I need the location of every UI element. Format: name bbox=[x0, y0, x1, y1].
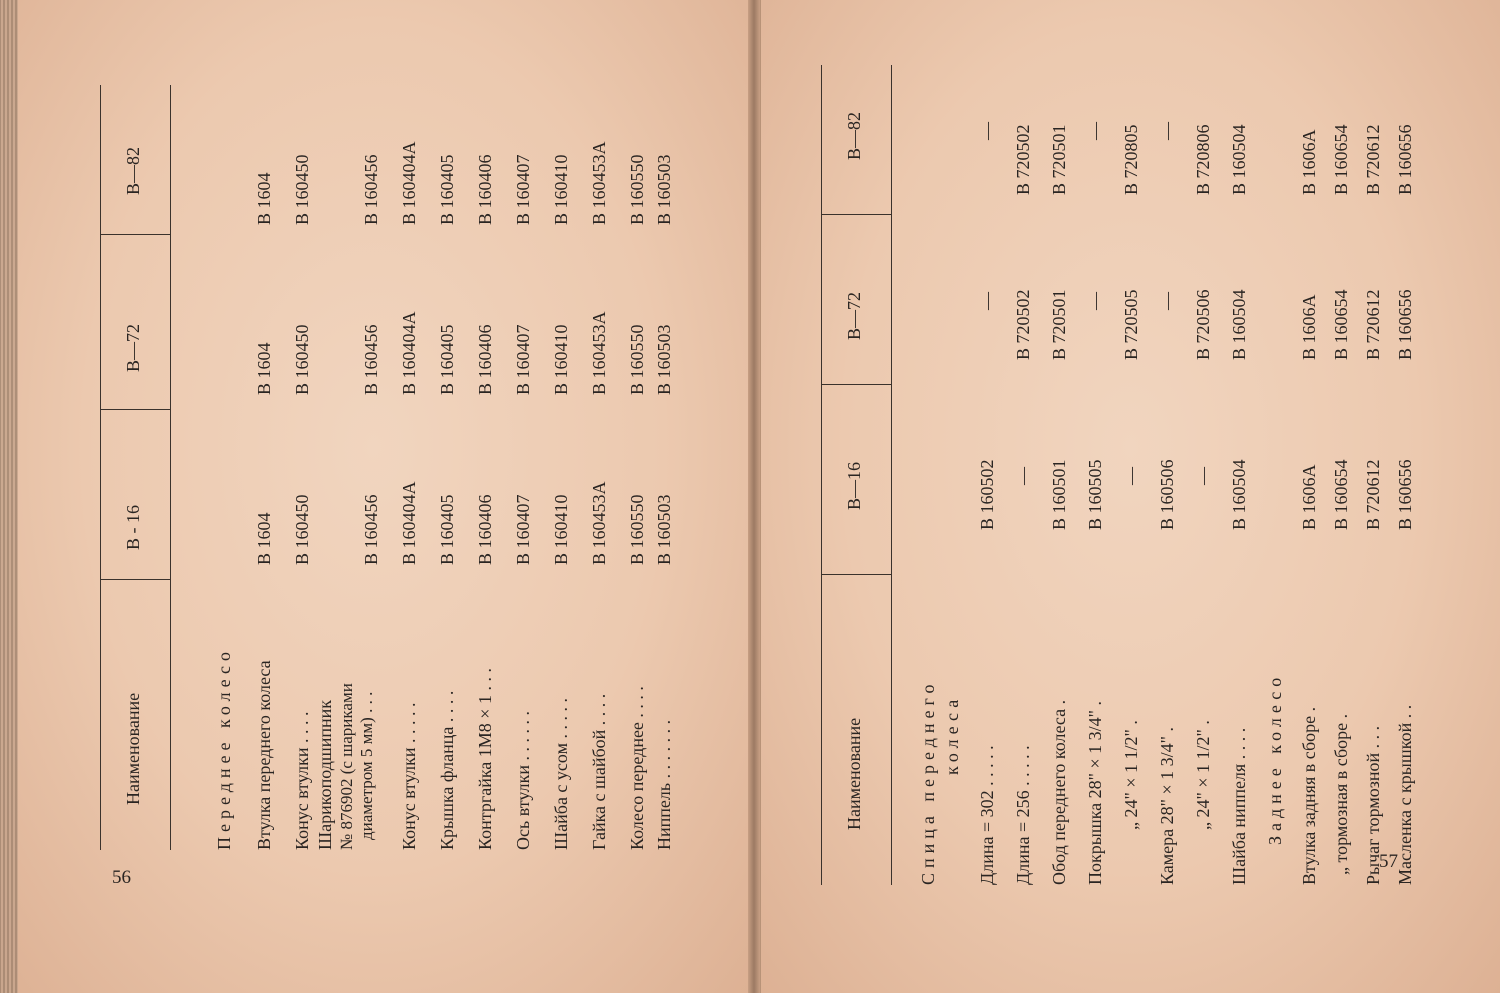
section-title: Спица переднего bbox=[918, 679, 938, 885]
cell-b72: В 160654 bbox=[1331, 289, 1351, 360]
cell-b82: В 160453А bbox=[589, 141, 609, 225]
cell-b82: В 160656 bbox=[1395, 124, 1415, 195]
right-page bbox=[760, 0, 1500, 993]
row-name: „ 24" × 1 1/2" . bbox=[1121, 720, 1141, 830]
cell-b72: В 720612 bbox=[1363, 289, 1383, 360]
row-name: Шайба ниппеля . . . . bbox=[1229, 727, 1249, 885]
row-name: Крышка фланца . . . . bbox=[437, 690, 457, 850]
cell-b72: В 160405 bbox=[437, 324, 457, 395]
column-rule bbox=[100, 579, 170, 580]
header-name: Наименование bbox=[123, 692, 143, 805]
cell-b82: В 160456 bbox=[361, 154, 381, 225]
cell-b82: В 160410 bbox=[551, 154, 571, 225]
cell-b82: В 160407 bbox=[513, 154, 533, 225]
header-b82: В—82 bbox=[844, 111, 864, 160]
table-row bbox=[1158, 65, 1194, 885]
column-rule bbox=[100, 234, 170, 235]
cell-b72: В 160503 bbox=[654, 324, 674, 395]
cell-b72: В 160453А bbox=[589, 311, 609, 395]
cell-b82: В 720806 bbox=[1193, 124, 1213, 195]
row-name: Покрышка 28" × 1 3/4" . bbox=[1085, 700, 1105, 885]
row-name-continued: диаметром 5 мм) . . . bbox=[357, 691, 376, 840]
table-row bbox=[255, 85, 291, 850]
section-title-front-wheel bbox=[215, 85, 251, 850]
table-row bbox=[978, 65, 1014, 885]
cell-b82: В 160405 bbox=[437, 154, 457, 225]
table-row bbox=[438, 85, 474, 850]
cell-b16: В 160504 bbox=[1229, 459, 1249, 530]
cell-b16: В 160501 bbox=[1049, 459, 1069, 530]
row-name: „ тормозная в сборе . bbox=[1331, 713, 1351, 875]
cell-b16: В 720612 bbox=[1363, 459, 1383, 530]
cell-b72: В 160504 bbox=[1229, 289, 1249, 360]
table-row bbox=[590, 85, 626, 850]
cell-b72: В 160406 bbox=[475, 324, 495, 395]
cell-b16: В 160406 bbox=[475, 494, 495, 565]
page-edges bbox=[0, 0, 18, 993]
cell-b16: В 160503 bbox=[654, 494, 674, 565]
section-title: Переднее колесо bbox=[214, 646, 234, 850]
cell-b82: В 160654 bbox=[1331, 124, 1351, 195]
cell-b16: В 160404А bbox=[399, 481, 419, 565]
cell-b82: — bbox=[1157, 122, 1177, 140]
row-name: Шарикоподшипник bbox=[315, 699, 335, 850]
cell-b72: В 720501 bbox=[1049, 289, 1069, 360]
cell-b72: В 160410 bbox=[551, 324, 571, 395]
cell-b72: В 1606А bbox=[1299, 294, 1319, 360]
table-row bbox=[552, 85, 588, 850]
cell-b82: В 160504 bbox=[1229, 124, 1249, 195]
row-name: Длина = 302 . . . . . bbox=[977, 745, 997, 885]
row-name: Рычаг тормозной . . . bbox=[1363, 725, 1383, 885]
cell-b82: В 1606А bbox=[1299, 129, 1319, 195]
book-gutter bbox=[748, 0, 760, 993]
row-name: Конус втулки . . . . . bbox=[399, 702, 419, 850]
cell-b82: В 160406 bbox=[475, 154, 495, 225]
cell-b16: В 160453А bbox=[589, 481, 609, 565]
row-name: Обод переднего колеса . bbox=[1049, 699, 1069, 885]
header-bottom-rule bbox=[170, 85, 171, 850]
cell-b82: В 720501 bbox=[1049, 124, 1069, 195]
cell-b16: — bbox=[1013, 467, 1033, 485]
cell-b82: В 160450 bbox=[292, 154, 312, 225]
table-row bbox=[400, 85, 436, 850]
cell-b16: — bbox=[1193, 467, 1213, 485]
left-parts-table bbox=[100, 85, 675, 850]
row-name: Ниппель . . . . . . . bbox=[654, 719, 674, 850]
cell-b16: В 1604 bbox=[254, 512, 274, 565]
table-row bbox=[1086, 65, 1122, 885]
cell-b82: В 1604 bbox=[254, 172, 274, 225]
table-row bbox=[1050, 65, 1086, 885]
column-rule bbox=[821, 574, 891, 575]
cell-b82: В 160404А bbox=[399, 141, 419, 225]
cell-b82: В 160503 bbox=[654, 154, 674, 225]
table-row bbox=[1194, 65, 1230, 885]
cell-b72: В 720506 bbox=[1193, 289, 1213, 360]
table-row bbox=[1014, 65, 1050, 885]
table-row bbox=[655, 85, 691, 850]
row-name: „ 24" × 1 1/2" . bbox=[1193, 720, 1213, 830]
cell-b16: В 160506 bbox=[1157, 459, 1177, 530]
table-row bbox=[476, 85, 512, 850]
cell-b72: — bbox=[1085, 292, 1105, 310]
cell-b16: В 160656 bbox=[1395, 459, 1415, 530]
left-page bbox=[0, 0, 749, 993]
row-name: Камера 28" × 1 3/4" . bbox=[1157, 727, 1177, 885]
header-b72: В—72 bbox=[844, 291, 864, 340]
header-b72: В—72 bbox=[123, 323, 143, 372]
cell-b16: — bbox=[1121, 467, 1141, 485]
row-name: Контргайка 1М8 × 1 . . . bbox=[475, 668, 495, 850]
table-row bbox=[315, 85, 381, 850]
section-title-rear-wheel bbox=[1266, 65, 1302, 885]
cell-b16: В 160456 bbox=[361, 494, 381, 565]
cell-b16: В 160550 bbox=[627, 494, 647, 565]
cell-b72: В 160656 bbox=[1395, 289, 1415, 360]
cell-b72: В 720502 bbox=[1013, 289, 1033, 360]
row-name: Ось втулки . . . . . . bbox=[513, 711, 533, 850]
column-rule bbox=[821, 214, 891, 215]
header-name: Наименование bbox=[844, 717, 864, 830]
header-bottom-rule bbox=[891, 65, 892, 885]
cell-b72: — bbox=[1157, 292, 1177, 310]
cell-b82: В 720612 bbox=[1363, 124, 1383, 195]
table-row bbox=[1230, 65, 1266, 885]
row-name: Длина = 256 . . . . . bbox=[1013, 745, 1033, 885]
row-name: Конус втулки . . . . bbox=[292, 711, 312, 850]
cell-b82: В 160550 bbox=[627, 154, 647, 225]
table-row bbox=[1122, 65, 1158, 885]
row-name: Колесо переднее . . . . bbox=[627, 686, 647, 850]
page-number-left: 56 bbox=[112, 867, 131, 888]
cell-b82: В 720805 bbox=[1121, 124, 1141, 195]
table-top-rule bbox=[100, 85, 101, 850]
cell-b16: В 160450 bbox=[292, 494, 312, 565]
cell-b16: В 160410 bbox=[551, 494, 571, 565]
table-row bbox=[1396, 65, 1432, 885]
section-title-spoke-cont bbox=[943, 65, 979, 885]
row-name: Втулка переднего колеса bbox=[254, 660, 274, 850]
section-title: колеса bbox=[942, 694, 962, 775]
table-row bbox=[514, 85, 550, 850]
cell-b72: В 720505 bbox=[1121, 289, 1141, 360]
row-name-continued: № 876902 (с шариками bbox=[337, 683, 356, 850]
row-name: Масленка с крышкой . . bbox=[1395, 704, 1415, 885]
right-parts-table bbox=[821, 65, 1415, 885]
cell-b16: В 160502 bbox=[977, 459, 997, 530]
table-top-rule bbox=[821, 65, 822, 885]
row-name: Втулка задняя в сборе . bbox=[1299, 706, 1319, 885]
column-rule bbox=[821, 384, 891, 385]
cell-b72: В 160404А bbox=[399, 311, 419, 395]
header-b16: В - 16 bbox=[123, 505, 143, 550]
cell-b72: В 160407 bbox=[513, 324, 533, 395]
cell-b16: В 160407 bbox=[513, 494, 533, 565]
header-b16: В—16 bbox=[844, 461, 864, 510]
column-rule bbox=[100, 409, 170, 410]
cell-b82: В 720502 bbox=[1013, 124, 1033, 195]
cell-b16: В 160405 bbox=[437, 494, 457, 565]
cell-b16: В 160505 bbox=[1085, 459, 1105, 530]
row-name: Шайба с усом . . . . . bbox=[551, 698, 571, 850]
row-name: Гайка с шайбой . . . . bbox=[589, 693, 609, 850]
cell-b72: В 1604 bbox=[254, 342, 274, 395]
section-title: Заднее колесо bbox=[1265, 672, 1285, 845]
cell-b82: — bbox=[977, 122, 997, 140]
cell-b72: — bbox=[977, 292, 997, 310]
cell-b82: — bbox=[1085, 122, 1105, 140]
cell-b72: В 160456 bbox=[361, 324, 381, 395]
cell-b72: В 160450 bbox=[292, 324, 312, 395]
header-b82: В—82 bbox=[123, 146, 143, 195]
page-number-right: 57 bbox=[1379, 851, 1398, 872]
cell-b16: В 1606А bbox=[1299, 464, 1319, 530]
cell-b72: В 160550 bbox=[627, 324, 647, 395]
cell-b16: В 160654 bbox=[1331, 459, 1351, 530]
